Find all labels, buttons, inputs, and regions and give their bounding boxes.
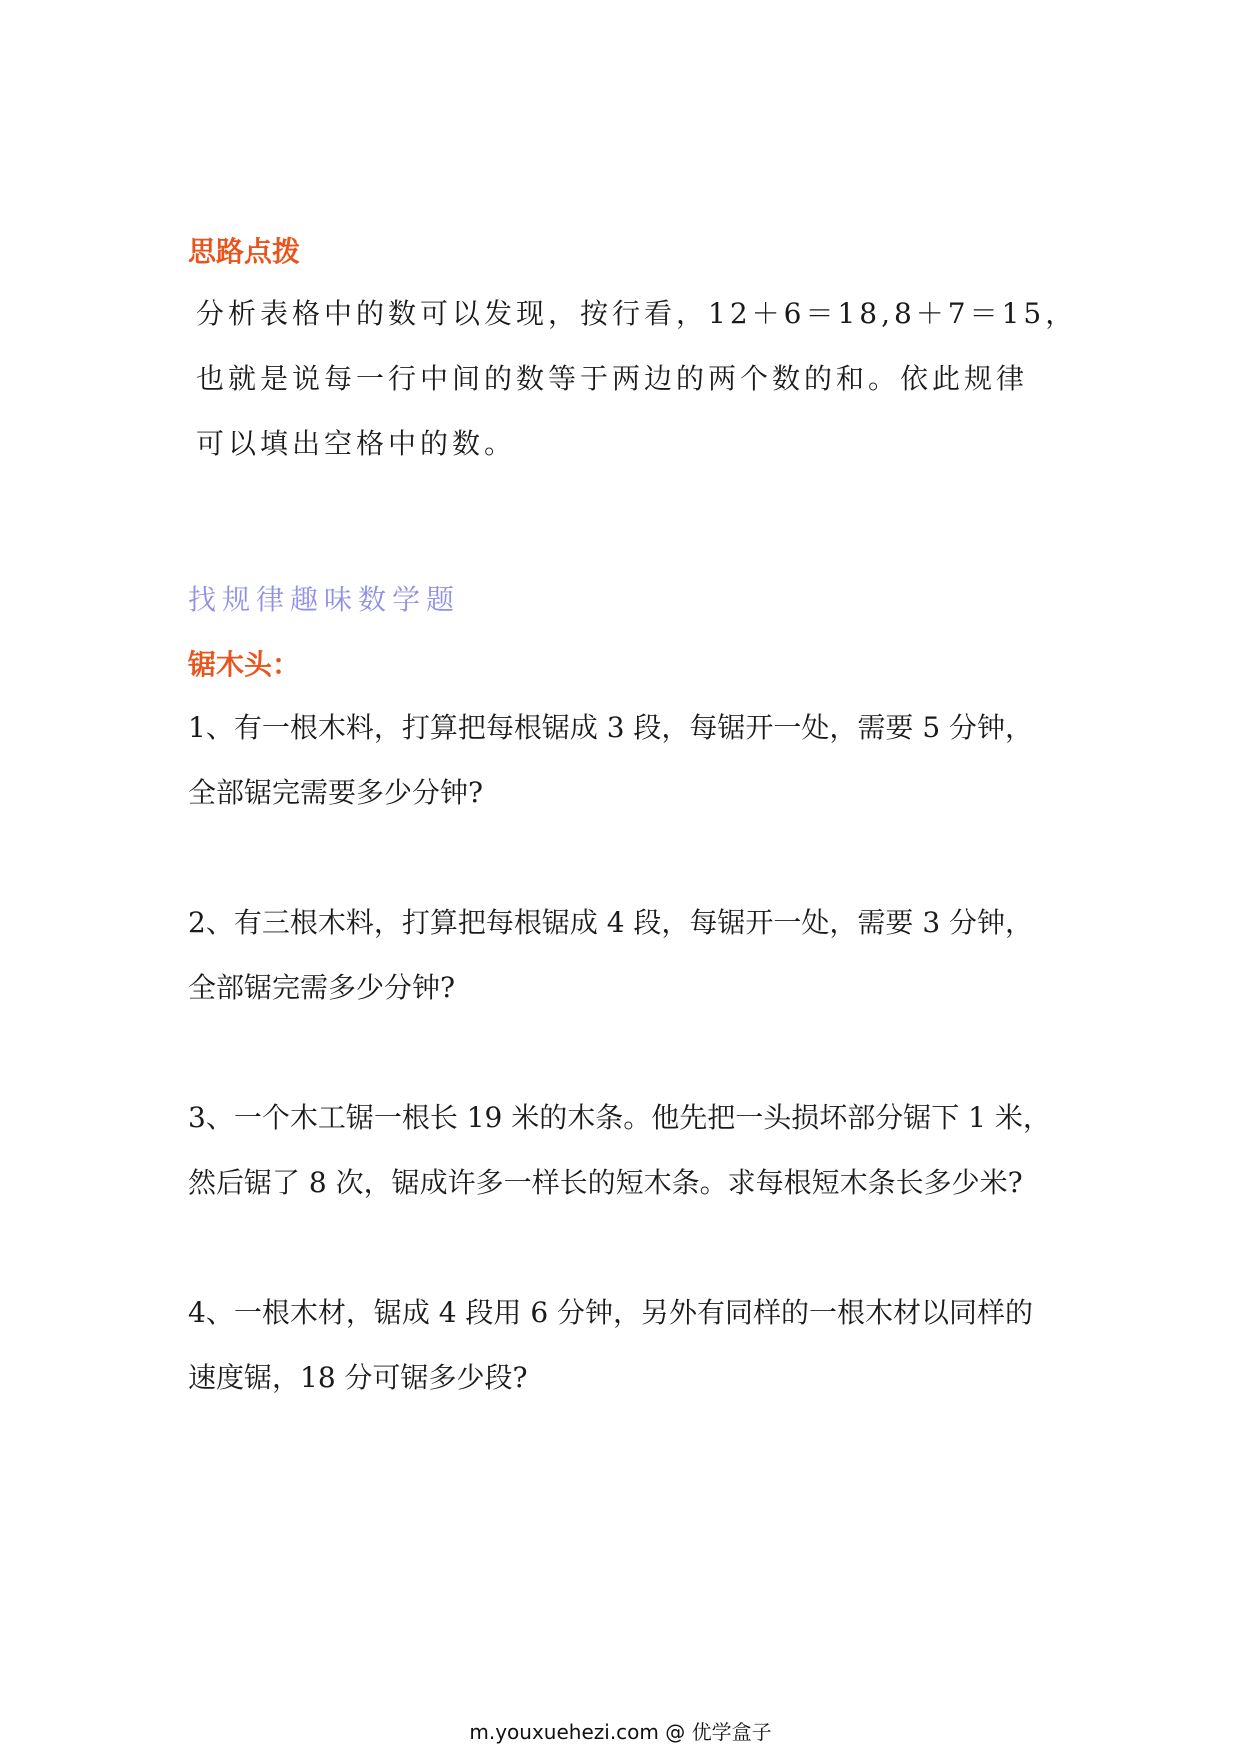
hint-line-1: 分析表格中的数可以发现，按行看，12＋6＝18,8＋7＝15，: [196, 297, 1078, 330]
saw-wood-heading: 锯木头：: [188, 648, 301, 681]
section-title: 找规律趣味数学题: [188, 583, 461, 616]
question-4-line-1: 4、一根木材，锯成 4 段用 6 分钟，另外有同样的一根木材以同样的: [188, 1296, 1034, 1329]
question-3-line-1: 3、一个木工锯一根长 19 米的木条。他先把一头损坏部分锯下 1 米，: [188, 1101, 1051, 1134]
hint-line-2: 也就是说每一行中间的数等于两边的两个数的和。依此规律: [196, 362, 1029, 395]
hint-heading: 思路点拨: [188, 235, 301, 268]
question-1-line-1: 1、有一根木料，打算把每根锯成 3 段，每锯开一处，需要 5 分钟，: [188, 711, 1034, 744]
question-3-line-2: 然后锯了 8 次，锯成许多一样长的短木条。求每根短木条长多少米?: [188, 1166, 1023, 1199]
question-2-line-2: 全部锯完需多少分钟?: [188, 971, 456, 1004]
footer-watermark: m.youxuehezi.com @ 优学盒子: [469, 1720, 772, 1744]
question-2-line-1: 2、有三根木料，打算把每根锯成 4 段，每锯开一处，需要 3 分钟，: [188, 906, 1034, 939]
question-4-line-2: 速度锯，18 分可锯多少段?: [188, 1361, 528, 1394]
question-1-line-2: 全部锯完需要多少分钟?: [188, 776, 484, 809]
hint-line-3: 可以填出空格中的数。: [196, 427, 517, 460]
